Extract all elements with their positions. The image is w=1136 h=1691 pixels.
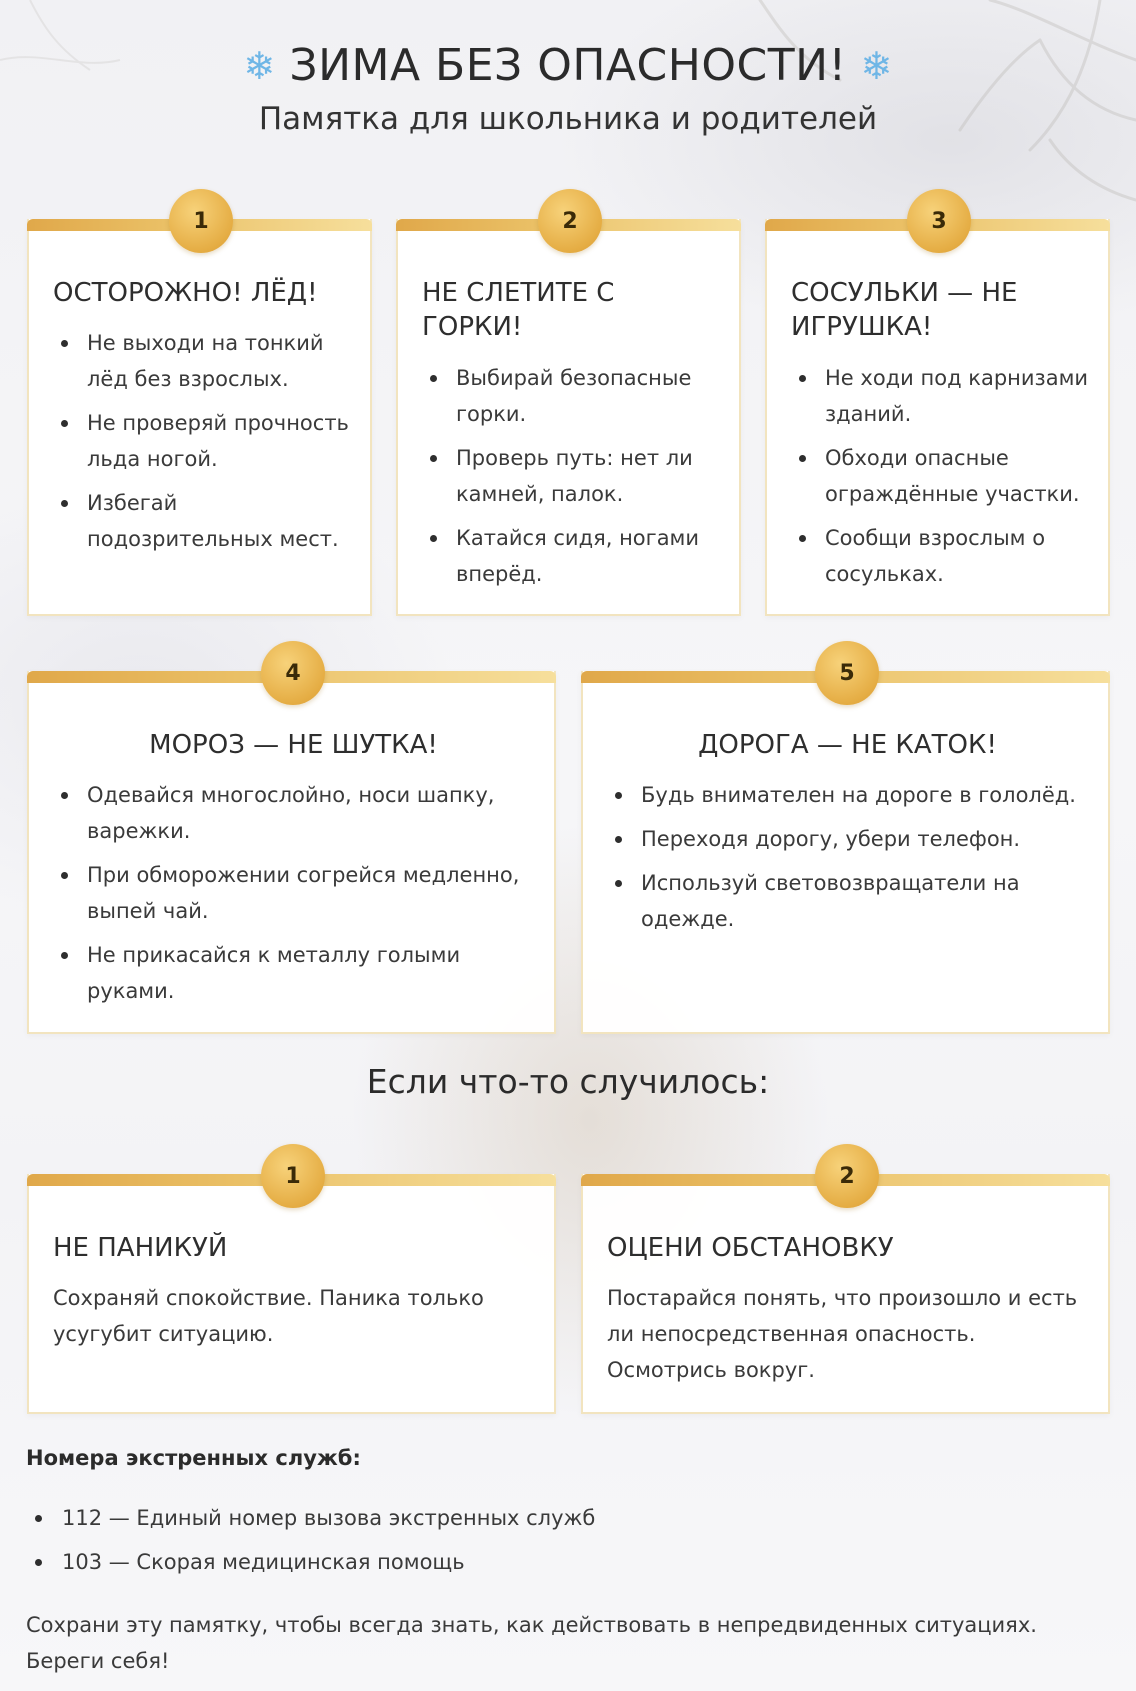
list-item: Проверь путь: нет ли камней, палок. — [456, 440, 721, 512]
number-badge: 4 — [261, 641, 325, 705]
incident-heading: Если что-то случилось: — [366, 1062, 770, 1101]
emergency-heading: Номера экстренных служб: — [26, 1446, 361, 1470]
number-badge: 2 — [815, 1144, 879, 1208]
step-text: Постарайся понять, что произошло и есть ли непосредственная опасность. Осмотрись вокруг. — [607, 1286, 1078, 1382]
card-title: НЕ СЛЕТИТЕ С ГОРКИ! — [422, 278, 615, 342]
list-item: 103 — Скорая медицинская помощь — [62, 1544, 595, 1580]
list-item: Не проверяй прочность льда ногой. — [87, 405, 352, 477]
step-card-assess — [581, 1163, 1110, 1414]
bullet-list — [422, 360, 721, 600]
footer-note: Сохрани эту памятку, чтобы всегда знать, как действовать в непредвиденных ситуациях. Береги себя! — [26, 1613, 1037, 1673]
number-badge: 5 — [815, 641, 879, 705]
card-title: ОЦЕНИ ОБСТАНОВКУ — [607, 1233, 894, 1263]
step-card-dont-panic — [27, 1163, 556, 1414]
step-text: Сохраняй спокойствие. Паника только усугубит ситуацию. — [53, 1286, 484, 1346]
list-item: Не ходи под карнизами зданий. — [825, 360, 1090, 432]
rule-card-icicles — [765, 208, 1110, 616]
snowflake-icon: ❄ — [860, 43, 893, 88]
bullet-list — [791, 360, 1090, 600]
card-title: ДОРОГА — НЕ КАТОК! — [698, 730, 997, 760]
card-title: СОСУЛЬКИ — НЕ ИГРУШКА! — [791, 278, 1018, 342]
list-item: Обходи опасные ограждённые участки. — [825, 440, 1090, 512]
bullet-list — [607, 777, 1090, 945]
number-badge: 1 — [169, 189, 233, 253]
rule-card-ice — [27, 208, 372, 616]
card-title: МОРОЗ — НЕ ШУТКА! — [149, 730, 438, 760]
list-item: Одевайся многослойно, носи шапку, варежки. — [87, 777, 536, 849]
list-item: Будь внимателен на дороге в гололёд. — [641, 777, 1090, 813]
snowflake-icon: ❄ — [243, 43, 276, 88]
number-badge: 1 — [261, 1144, 325, 1208]
list-item: При обморожении согрейся медленно, выпей чай. — [87, 857, 536, 929]
list-item: Сообщи взрослым о сосульках. — [825, 520, 1090, 592]
page-subtitle: Памятка для школьника и родителей — [258, 101, 878, 137]
list-item: Не выходи на тонкий лёд без взрослых. — [87, 325, 352, 397]
list-item: Не прикасайся к металлу голыми руками. — [87, 937, 536, 1009]
list-item: Катайся сидя, ногами вперёд. — [456, 520, 721, 592]
number-badge: 2 — [538, 189, 602, 253]
emergency-list — [26, 1500, 595, 1588]
number-badge: 3 — [907, 189, 971, 253]
rule-card-sled — [396, 208, 741, 616]
header — [0, 40, 1136, 137]
list-item: Выбирай безопасные горки. — [456, 360, 721, 432]
list-item: Используй световозвращатели на одежде. — [641, 865, 1090, 937]
list-item: Переходя дорогу, убери телефон. — [641, 821, 1090, 857]
rule-card-road — [581, 660, 1110, 1034]
page-title: ЗИМА БЕЗ ОПАСНОСТИ! — [289, 40, 847, 91]
rule-card-frost — [27, 660, 556, 1034]
card-title: НЕ ПАНИКУЙ — [53, 1233, 228, 1263]
card-title: ОСТОРОЖНО! ЛЁД! — [53, 278, 318, 308]
list-item: 112 — Единый номер вызова экстренных служб — [62, 1500, 595, 1536]
list-item: Избегай подозрительных мест. — [87, 485, 352, 557]
bullet-list — [53, 777, 536, 1017]
bullet-list — [53, 325, 352, 565]
